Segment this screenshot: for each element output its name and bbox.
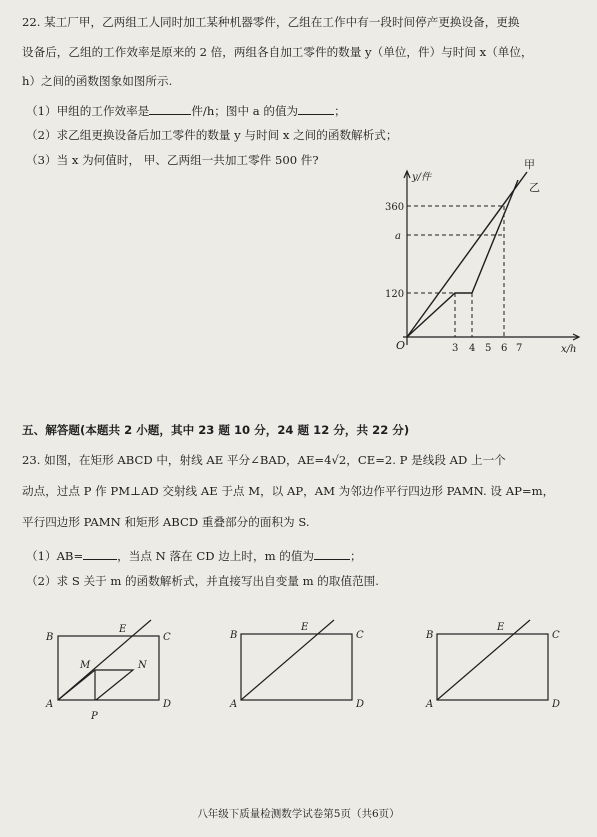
q23-part-1 — [26, 548, 362, 563]
x-axis-label: x/h — [561, 344, 577, 355]
label-n: N — [138, 660, 147, 671]
page-footer: 八年级下质量检测数学试卷第5页（共6页） — [197, 808, 400, 820]
q23-line-3: 平行四边形 PAMN 和矩形 ABCD 重叠部分的面积为 S. — [22, 515, 310, 529]
y-tick-a: a — [395, 231, 401, 242]
label-c: C — [163, 632, 171, 643]
label-d: D — [356, 699, 365, 710]
answer-blank — [149, 103, 191, 115]
q23-part-1-text-c: ； — [350, 549, 362, 563]
y-tick-360: 360 — [385, 202, 405, 213]
line-yi-label: 乙 — [529, 181, 540, 194]
label-e: E — [497, 622, 505, 633]
x-tick-7: 7 — [516, 343, 523, 354]
q22-line-2: 设备后，乙组的工作效率是原来的 2 倍，两组各自加工零件的数量 y（单位，件）与时间 x（单位， — [22, 45, 533, 59]
origin-label: O — [396, 339, 406, 352]
q22-line-1: 22. 某工厂甲，乙两组工人同时加工某种机器零件，乙组在工作中有一段时间停产更换设备，更换 — [22, 15, 520, 29]
q22-part-1-text-c: ； — [334, 104, 346, 118]
y-tick-120: 120 — [385, 289, 405, 300]
q22-part-1-text-a: （1）甲组的工作效率是 — [26, 104, 150, 118]
ray-ae — [437, 620, 530, 700]
label-c: C — [552, 630, 560, 641]
label-b: B — [426, 630, 434, 641]
label-b: B — [230, 630, 238, 641]
q23-line-1: 23. 如图，在矩形 ABCD 中，射线 AE 平分∠BAD，AE=4√2，CE=2. P 是线段 AD 上一个 — [22, 453, 506, 467]
label-c: C — [356, 630, 364, 641]
x-tick-4: 4 — [469, 343, 476, 354]
label-m: M — [80, 660, 91, 671]
q23-part-1-text-b: ，当点 N 落在 CD 边上时，m 的值为 — [117, 549, 315, 563]
x-tick-6: 6 — [501, 343, 508, 354]
line-jia-label: 甲 — [524, 158, 535, 171]
rectangle-abcd — [241, 634, 352, 700]
ray-ae — [241, 620, 334, 700]
label-e: E — [119, 624, 127, 635]
x-tick-3: 3 — [452, 343, 459, 354]
q22-part-1 — [26, 103, 346, 118]
answer-blank — [298, 103, 334, 115]
label-d: D — [552, 699, 561, 710]
q22-part-2: （2）求乙组更换设备后加工零件的数量 y 与时间 x 之间的函数解析式； — [26, 128, 398, 142]
label-b: B — [46, 632, 54, 643]
q22-line-3: h）之间的函数图象如图所示. — [22, 74, 173, 88]
label-d: D — [163, 699, 172, 710]
label-e: E — [301, 622, 309, 633]
function-graph — [385, 150, 590, 360]
label-p: P — [91, 711, 98, 722]
q23-part-1-text-a: （1）AB= — [26, 549, 84, 563]
rectangle-abcd — [437, 634, 548, 700]
answer-blank — [314, 548, 350, 560]
label-a: A — [230, 699, 238, 710]
q23-line-2: 动点，过点 P 作 PM⊥AD 交射线 AE 于点 M，以 AP，AM 为邻边作平行四边形 PAMN. 设 AP=m， — [22, 484, 555, 498]
figure-2 — [226, 618, 376, 726]
answer-blank — [83, 548, 117, 560]
q22-part-3: （3）当 x 为何值时， 甲、乙两组一共加工零件 500 件? — [26, 153, 319, 167]
q22-part-1-text-b: 件/h；图中 a 的值为 — [191, 104, 299, 118]
section-5-heading: 五、解答题(本题共 2 小题，其中 23 题 10 分，24 题 12 分，共 22 分) — [22, 423, 410, 437]
figure-3 — [420, 618, 580, 726]
figure-1 — [36, 618, 186, 726]
y-axis-label: y/件 — [412, 172, 432, 183]
q23-part-2: （2）求 S 关于 m 的函数解析式，并直接写出自变量 m 的取值范围. — [26, 574, 379, 588]
label-a: A — [426, 699, 434, 710]
line-jia — [407, 172, 527, 337]
x-tick-5: 5 — [485, 343, 492, 354]
label-a: A — [46, 699, 54, 710]
